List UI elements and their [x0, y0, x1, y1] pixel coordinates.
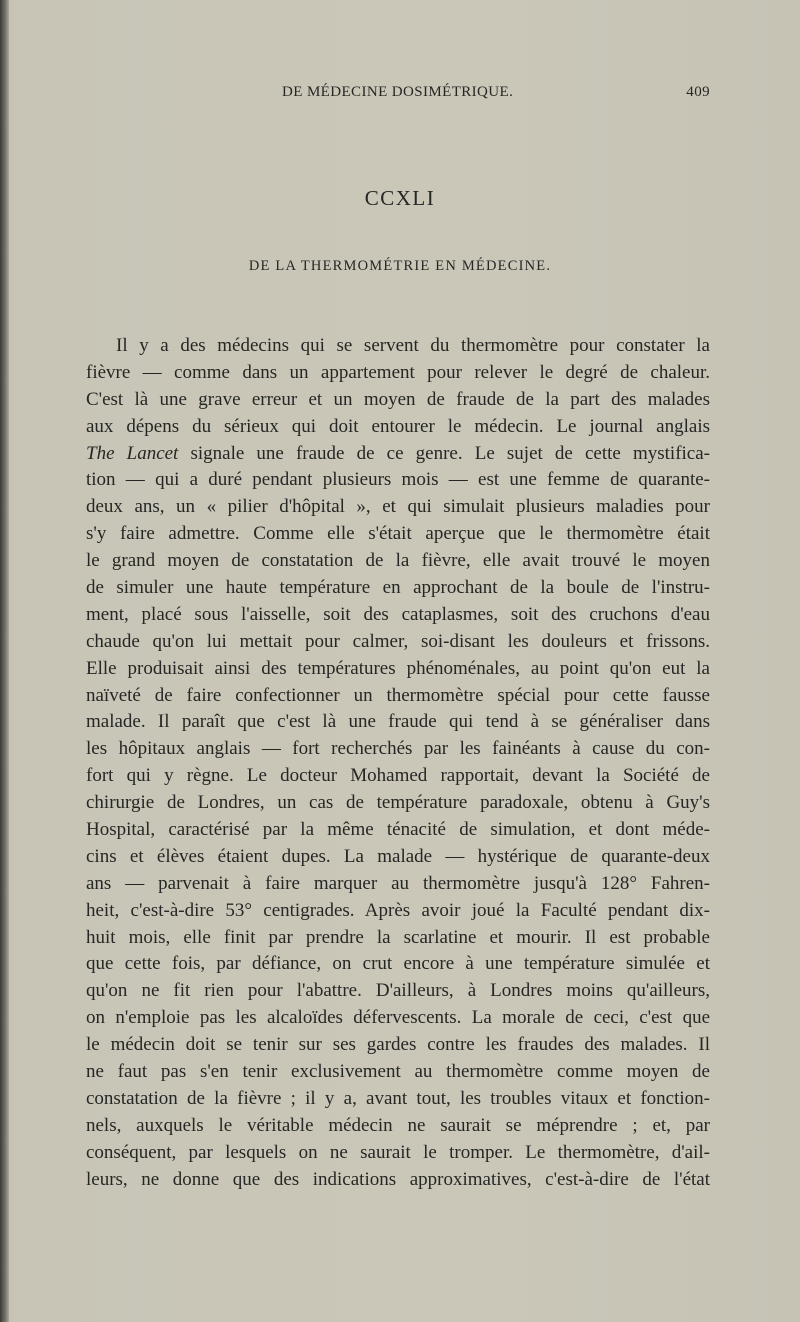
text-line: tion — qui a duré pendant plusieurs mois — est une femme de quarante- — [86, 469, 710, 491]
text-line: leurs, ne donne que des indications approximatives, c'est-à-dire de l'état — [86, 1168, 710, 1190]
text-line: ne faut pas s'en tenir exclusivement au thermomètre comme moyen de — [86, 1061, 710, 1083]
text-line: qu'on ne fit rien pour l'abattre. D'ailleurs, à Londres moins qu'ailleurs, — [86, 980, 710, 1002]
text-line: fort qui y règne. Le docteur Mohamed rapportait, devant la Société de — [86, 765, 710, 787]
chapter-number: CCXLI — [364, 186, 436, 210]
text-line: The Lancet signale une fraude de ce genre. Le sujet de cette mystifica- — [86, 442, 710, 464]
text-line: deux ans, un « pilier d'hôpital », et qui simulait plusieurs maladies pour — [86, 496, 710, 518]
text-line: cins et élèves étaient dupes. La malade — hystérique de quarante-deux — [86, 845, 710, 867]
body-paragraph — [86, 333, 710, 1194]
text-line: les hôpitaux anglais — fort recherchés par les fainéants à cause du con- — [86, 738, 710, 760]
text-line: conséquent, par lesquels on ne saurait le tromper. Le thermomètre, d'ail- — [86, 1141, 710, 1163]
text-line: naïveté de faire confectionner un thermomètre spécial pour cette fausse — [86, 684, 710, 706]
text-line: que cette fois, par défiance, on crut encore à une température simulée et — [86, 953, 710, 975]
text-line: ans — parvenait à faire marquer au thermomètre jusqu'à 128° Fahren- — [86, 872, 710, 894]
page-number: 409 — [686, 84, 710, 100]
text-line: heit, c'est-à-dire 53° centigrades. Après avoir joué la Faculté pendant dix- — [86, 899, 710, 921]
journal-title: The Lancet — [86, 442, 179, 464]
text-line: malade. Il paraît que c'est là une fraude qui tend à se généraliser dans — [86, 711, 710, 733]
text-line: s'y faire admettre. Comme elle s'était aperçue que le thermomètre était — [86, 523, 710, 545]
running-head-title: DE MÉDECINE DOSIMÉTRIQUE. — [282, 84, 514, 100]
text-line: le grand moyen de constatation de la fièvre, elle avait trouvé le moyen — [86, 550, 710, 572]
text-line: le médecin doit se tenir sur ses gardes contre les fraudes des malades. Il — [86, 1034, 710, 1056]
text-line: Il y a des médecins qui se servent du thermomètre pour constater la — [116, 335, 710, 356]
text-line: huit mois, elle finit par prendre la scarlatine et mourir. Il est probable — [86, 926, 710, 948]
text-line: Elle produisait ainsi des températures phénoménales, au point qu'on eut la — [86, 657, 710, 679]
text-line: Hospital, caractérisé par la même ténacité de simulation, et dont méde- — [86, 819, 710, 841]
chapter-title: DE LA THERMOMÉTRIE EN MÉDECINE. — [248, 258, 552, 274]
text-line: ment, placé sous l'aisselle, soit des cataplasmes, soit des cruchons d'eau — [86, 603, 710, 625]
text-line: fièvre — comme dans un appartement pour relever le degré de chaleur. — [86, 361, 710, 383]
text-line: de simuler une haute température en approchant de la boule de l'instru- — [86, 577, 710, 599]
text-line: chirurgie de Londres, un cas de température paradoxale, obtenu à Guy's — [86, 792, 710, 814]
running-head — [86, 84, 710, 106]
text-line: chaude qu'on lui mettait pour calmer, soi-disant les douleurs et frissons. — [86, 630, 710, 652]
text-line: on n'emploie pas les alcaloïdes défervescents. La morale de ceci, c'est que — [86, 1007, 710, 1029]
text-line: aux dépens du sérieux qui doit entourer le médecin. Le journal anglais — [86, 415, 710, 437]
text-line: C'est là une grave erreur et un moyen de fraude de la part des malades — [86, 388, 710, 410]
text-line: nels, auxquels le véritable médecin ne saurait se méprendre ; et, par — [86, 1114, 710, 1136]
text-line: constatation de la fièvre ; il y a, avant tout, les troubles vitaux et fonction- — [86, 1087, 710, 1109]
